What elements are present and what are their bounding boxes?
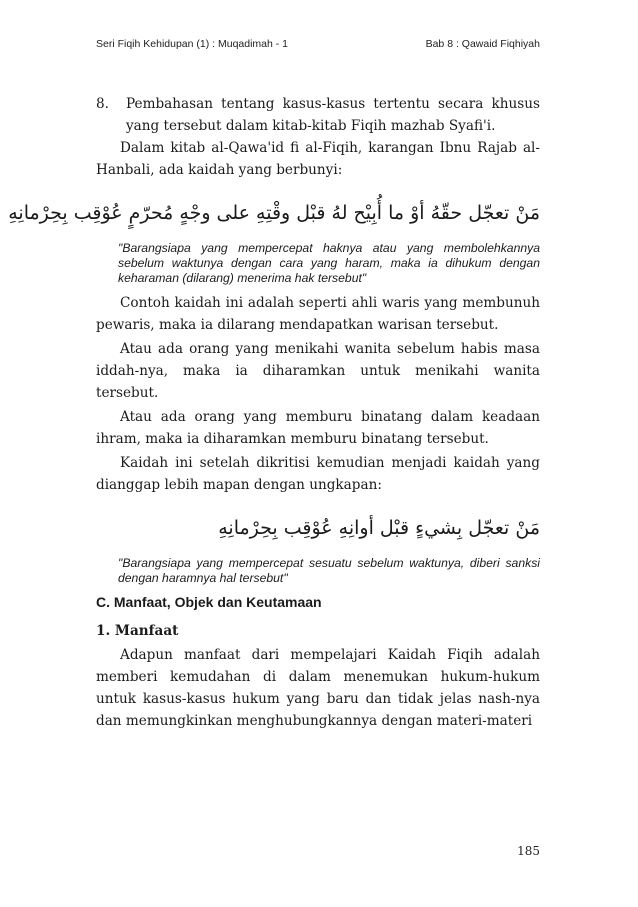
paragraph-benefit: Adapun manfaat dari mempelajari Kaidah Fiqih adalah memberi kemudahan di dalam menemukan hukum-hukum untuk kasus-kasus hukum yang baru dan tidak jelas nash-nya dan memungkinkan menghubungkannya dengan materi-materi	[96, 647, 540, 729]
page-number: 185	[517, 844, 540, 858]
page-body	[8, 93, 540, 734]
subsection-heading: 1. Manfaat	[96, 623, 179, 639]
paragraph-example-ihram: Atau ada orang yang memburu binatang dalam keadaan ihram, maka ia diharamkan memburu binatang tersebut.	[96, 409, 540, 447]
arabic-rule-2: مَنْ تعجّل بِشيءٍ قبْل أوانِهِ عُوْقِب بِحِرْمانِهِ	[218, 517, 540, 539]
translation-quote-1: "Barangsiapa yang mempercepat haknya atau yang membolehkannya sebelum waktunya dengan cara yang haram, maka ia dihukum dengan keharaman (dilarang) menerima hak tersebut"	[118, 241, 540, 285]
paragraph-intro-rule: Dalam kitab al-Qawa'id fi al-Fiqih, karangan Ibnu Rajab al-Hanbali, ada kaidah yang berbunyi:	[96, 140, 540, 178]
paragraph-example-heir: Contoh kaidah ini adalah seperti ahli waris yang membunuh pewaris, maka ia dilarang mendapatkan warisan tersebut.	[96, 295, 540, 333]
header-chapter-title: Bab 8 : Qawaid Fiqhiyah	[425, 38, 540, 50]
header-book-title: Seri Fiqih Kehidupan (1) : Muqadimah - 1	[96, 38, 289, 50]
list-item-8	[96, 93, 540, 137]
paragraph-refined-rule: Kaidah ini setelah dikritisi kemudian menjadi kaidah yang dianggap lebih mapan dengan ungkapan:	[96, 455, 540, 493]
paragraph-example-iddah: Atau ada orang yang menikahi wanita sebelum habis masa iddah-nya, maka ia diharamkan untuk menikahi wanita tersebut.	[96, 341, 540, 401]
section-heading: C. Manfaat, Objek dan Keutamaan	[96, 594, 322, 610]
arabic-rule-1: مَنْ تعجّل حقّهُ أوْ ما أُبِيْح لهُ قبْل وقْتِهِ على وجْهٍ مُحرّمٍ عُوْقِب بِحِرْمانِهِ	[8, 202, 540, 224]
running-header	[96, 38, 540, 54]
list-item-number: 8.	[96, 96, 109, 112]
list-item-text: Pembahasan tentang kasus-kasus tertentu secara khusus yang tersebut dalam kitab-kitab Fiqih mazhab Syafi'i.	[126, 96, 540, 134]
translation-quote-2: "Barangsiapa yang mempercepat sesuatu sebelum waktunya, diberi sanksi dengan haramnya hal tersebut"	[118, 556, 540, 585]
